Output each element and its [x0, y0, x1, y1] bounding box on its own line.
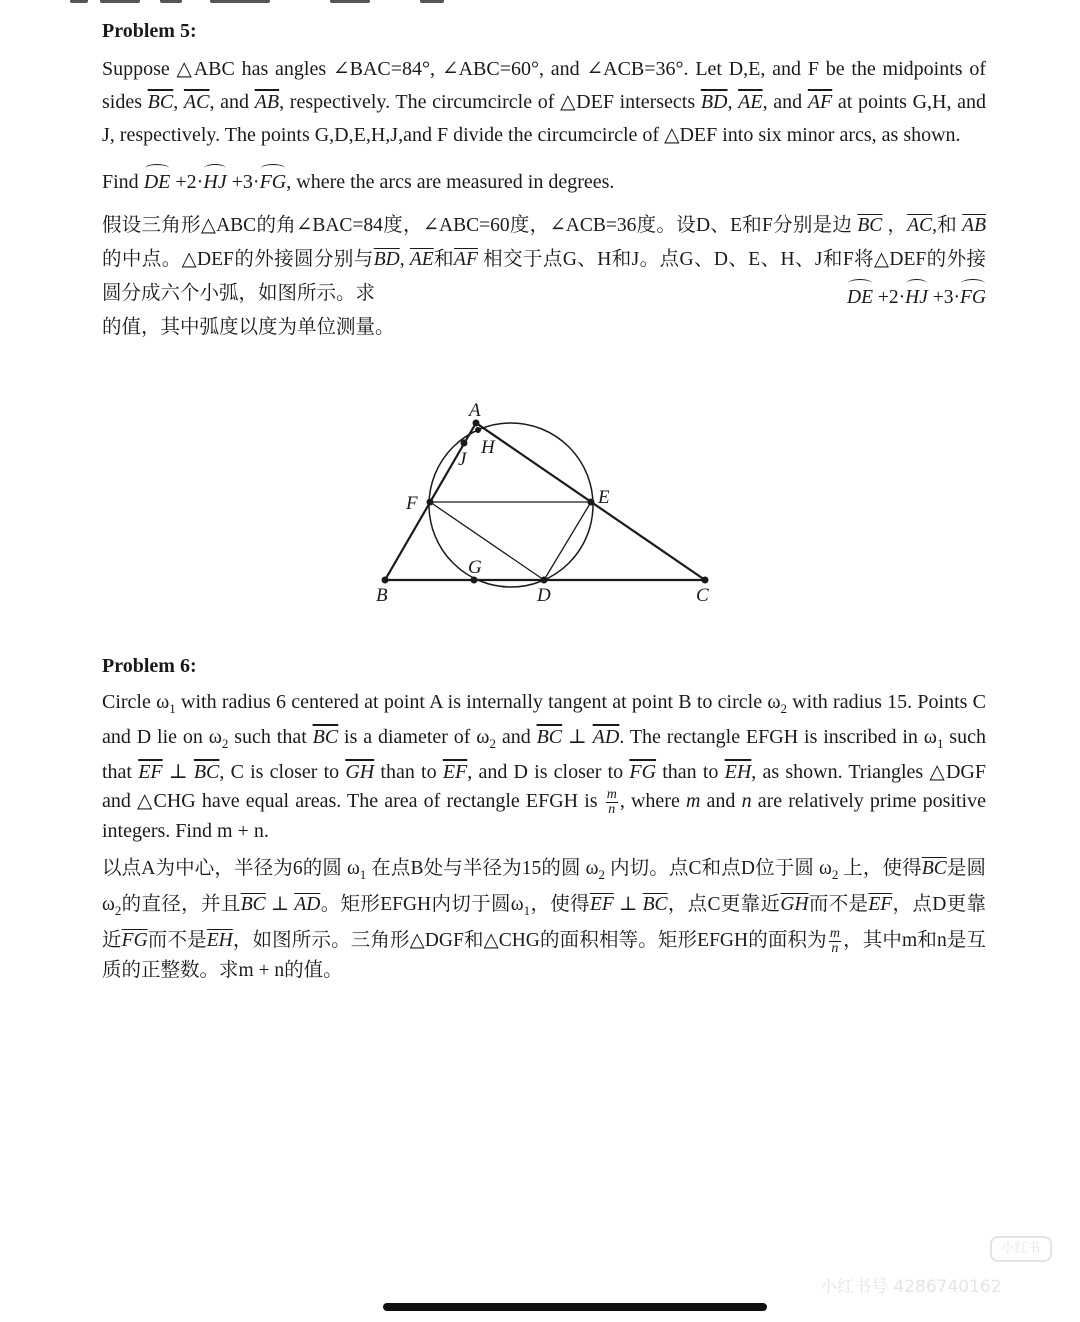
label-b: B — [376, 585, 388, 606]
watermark-logo: 小红书 — [990, 1236, 1052, 1262]
label-j: J — [458, 449, 467, 470]
problem-5-english: Suppose △ABC has angles ∠BAC=84°, ∠ABC=60°, and ∠ACB=36°. Let D,E, and F be the midpoints of sides $\overline{BC}$, $\overline{AC}$, and $\overline{AB}$, respectively. The circumcircle of △DEF intersects $\overline{BD}$, $\overline{AE}$, and $\overline{AF}$ at points G,H, and J, respectively. The points G,D,E,H,J,and F divide the circumcircle of △DEF into six minor arcs, as shown. — [102, 58, 987, 146]
problem-6-chinese: 以点A为中心，半径为6的圆 $\omega_1$ 在点B处与半径为15的圆 $\omega_2$ 内切。点C和点D位于圆 $\omega_2$ 上，使得$\overline{BC}$是圆$\omega_2$的直径，并且$\overline{BC}$ ⊥ $\overline{AD}$。矩形EFGH内切于圆$\omega_1$，使得$\overline{EF}$ ⊥ $\overline{BC}$，点C更靠近$\overline{GH}$而不是$\overline{EF}$，点D更靠近$\overline{FG}$而不是$\overline{EH}$，如图所示。三角形△DGF和△CHG的面积相等。矩形EFGH的面积为 $\frac{m}{n}$ ，其中m和n是互质的正整数。求m + n的值。 — [102, 857, 986, 981]
fraction-m-over-n: $\frac{m}{n}$ — [606, 786, 617, 817]
fraction-m-over-n-cn: $\frac{m}{n}$ — [829, 925, 840, 956]
problem-5-chinese: 假设三角形△ABC的角∠BAC=84度，∠ABC=60度，∠ACB=36度。设D、E和F分别是边 $\overline{BC}$ ，$\overline{AC}$,和 $\overline{AB}$的中点。△DEF的外接圆分别与$\overline{BD}$, $\overline{AE}$和$\overline{AF}$ 相交于点G、H和J。点G、D、E、H、J和F将△DEF的外接圆分成六个小弧，如图所示。求 DE +2·HJ +3·FG 的值，其中弧度以度为单位测量。 — [102, 215, 986, 338]
problem-6-english: Circle $\omega_1$ with radius 6 centered at point A is internally tangent at point B to circle $\omega_2$ with radius 15. Points C and D lie on $\omega_2$ such that $\overline{BC}$ is a diameter of $\omega_2$ and $\overline{BC}$ ⊥ $\overline{AD}$. The rectangle EFGH is inscribed in $\omega_1$ such that $\overline{EF}$ ⊥ $\overline{BC}$, C is closer to $\overline{GH}$ than to $\overline{EF}$, and D is closer to $\overline{FG}$ than to $\overline{EH}$, as shown. Triangles △DGF and △CHG have equal areas. The area of rectangle EFGH is $\frac{m}{n}$ , where m and n are relatively prime positive integers. Find m + n. — [102, 691, 986, 842]
problem-5 — [102, 20, 986, 351]
label-c: C — [696, 585, 709, 606]
point-f — [427, 499, 434, 506]
home-indicator-bar[interactable] — [383, 1303, 767, 1311]
label-g: G — [468, 557, 482, 578]
point-d — [541, 577, 548, 584]
problem-5-heading: Problem 5: — [102, 20, 197, 42]
problem-6 — [102, 655, 986, 992]
point-h — [475, 427, 481, 433]
label-d: D — [537, 585, 551, 606]
point-e — [588, 499, 595, 506]
problem-5-cn-expression: DE +2·HJ +3·FG — [847, 277, 986, 315]
label-a: A — [469, 400, 481, 421]
point-j — [461, 440, 468, 447]
watermark-id: 小红书号 4286740162 — [820, 1277, 1002, 1297]
label-h: H — [481, 437, 495, 458]
problem-6-heading: Problem 6: — [102, 655, 197, 677]
label-f: F — [406, 493, 418, 514]
geometry-figure — [370, 396, 730, 610]
top-clipped-text — [0, 0, 1080, 6]
point-c — [702, 577, 709, 584]
problem-5-find: Find DE +2·HJ +3·FG, where the arcs are measured in degrees. — [102, 162, 986, 199]
point-b — [382, 577, 389, 584]
label-e: E — [598, 487, 610, 508]
